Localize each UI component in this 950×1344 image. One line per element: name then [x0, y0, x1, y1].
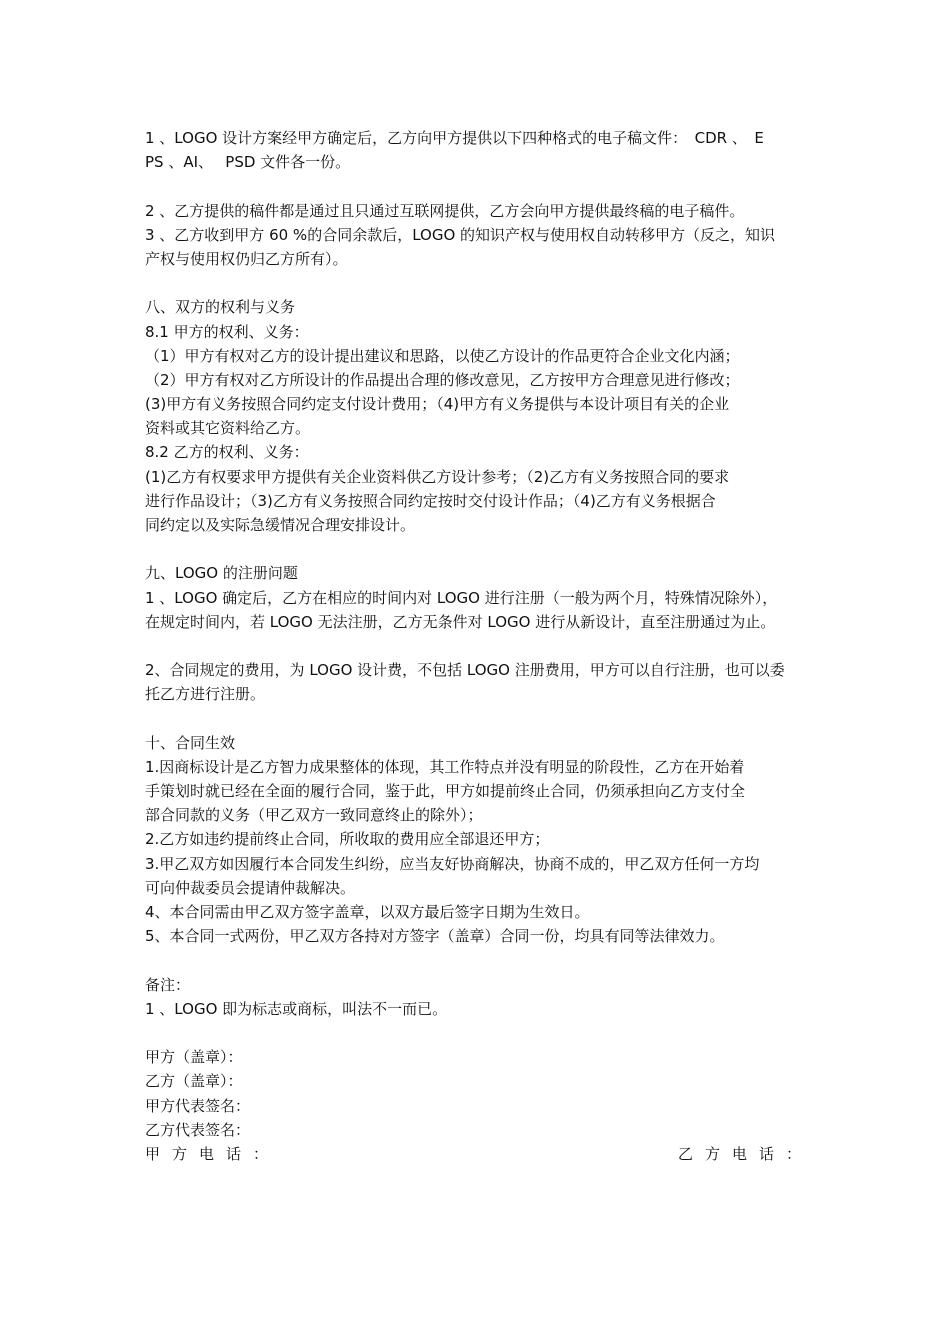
clause-10-3-line-2: 可向仲裁委员会提请仲裁解决。: [145, 878, 356, 897]
clause-9-1-line-1: 1 、LOGO 确定后，乙方在相应的时间内对 LOGO 进行注册（一般为两个月，特殊情况除外），: [145, 588, 778, 607]
clause-7-1-line-1: 1 、LOGO 设计方案经甲方确定后，乙方向甲方提供以下四种格式的电子稿文件： CDR 、 E: [145, 129, 764, 147]
section-10-heading: 十、合同生效: [145, 733, 236, 752]
clause-8-1-item-1: （1）甲方有权对乙方的设计提出建议和思路，以使乙方设计的作品更符合企业文化内涵；: [145, 346, 740, 365]
party-a-seal-label: 甲方（盖章）：: [145, 1048, 243, 1067]
party-b-rep-label: 乙方代表签名：: [145, 1120, 251, 1139]
clause-7-3-line-1: 3 、乙方收到甲方 60 %的合同余款后，LOGO 的知识产权与使用权自动转移甲方（反之，知识: [145, 225, 776, 244]
clause-10-1-line-2: 手策划时就已经在全面的履行合同，鉴于此，甲方如提前终止合同，仍须承担向乙方支付全: [145, 782, 746, 801]
party-a-rep-label: 甲方代表签名：: [145, 1096, 251, 1115]
clause-8-1-item-2: （2）甲方有权对乙方所设计的作品提出合理的修改意见，乙方按甲方合理意见进行修改；: [145, 370, 740, 389]
clause-7-2: 2 、乙方提供的稿件都是通过且只通过互联网提供，乙方会向甲方提供最终稿的电子稿件。: [145, 201, 745, 220]
clause-7-1-line-2: PS 、AI、 PSD 文件各一份。: [145, 153, 351, 172]
clause-9-1-line-2: 在规定时间内，若 LOGO 无法注册，乙方无条件对 LOGO 进行从新设计，直至注册通过为止。: [145, 612, 776, 631]
note-item-1: 1 、LOGO 即为标志或商标，叫法不一而已。: [145, 999, 448, 1018]
section-8-heading: 八、双方的权利与义务: [145, 298, 296, 317]
clause-8-2-line-3: 同约定以及实际急缓情况合理安排设计。: [145, 516, 416, 534]
clause-10-4: 4、本合同需由甲乙双方签字盖章，以双方最后签字日期为生效日。: [145, 903, 590, 921]
clause-10-2: 2.乙方如违约提前终止合同，所收取的费用应全部退还甲方；: [145, 830, 550, 849]
clause-8-2-line-1: (1)乙方有权要求甲方提供有关企业资料供乙方设计参考；（2)乙方有义务按照合同的要求: [145, 467, 730, 486]
clause-8-2-heading: 8.2 乙方的权利、义务：: [145, 443, 309, 462]
clause-8-1-heading: 8.1 甲方的权利、义务：: [145, 322, 309, 341]
clause-10-1-line-1: 1.因商标设计是乙方智力成果整体的体现，其工作特点并没有明显的阶段性，乙方在开始着: [145, 757, 745, 776]
document-body: [145, 126, 813, 1166]
party-b-seal-label: 乙方（盖章）：: [145, 1072, 243, 1091]
clause-9-2-line-1: 2、合同规定的费用，为 LOGO 设计费，不包括 LOGO 注册费用，甲方可以自行注册，也可以委: [145, 661, 785, 680]
party-a-phone-label: 甲方电话：: [145, 1144, 281, 1163]
clause-9-2-line-2: 托乙方进行注册。: [145, 685, 266, 704]
clause-10-1-line-3: 部合同款的义务（甲乙双方一致同意终止的除外）；: [145, 806, 483, 825]
party-b-phone-label: 乙方电话：: [677, 1144, 813, 1163]
clause-7-3-line-2: 产权与使用权仍归乙方所有）。: [145, 249, 348, 268]
clause-8-1-item-3-line-2: 资料或其它资料给乙方。: [145, 419, 311, 438]
clause-10-5: 5、本合同一式两份，甲乙双方各持对方签字（盖章）合同一份，均具有同等法律效力。: [145, 927, 725, 946]
clause-10-3-line-1: 3.甲乙双方如因履行本合同发生纠纷，应当友好协商解决，协商不成的，甲乙双方任何一方均: [145, 854, 760, 873]
clause-8-1-item-3-line-1: (3)甲方有义务按照合同约定支付设计费用；（4)甲方有义务提供与本设计项目有关的企业: [145, 395, 730, 414]
phone-row: [145, 1142, 813, 1166]
section-9-heading: 九、LOGO 的注册问题: [145, 564, 298, 583]
note-heading: 备注：: [145, 975, 191, 994]
clause-8-2-line-2: 进行作品设计；（3)乙方有义务按照合同约定按时交付设计作品；（4)乙方有义务根据合: [145, 491, 716, 510]
